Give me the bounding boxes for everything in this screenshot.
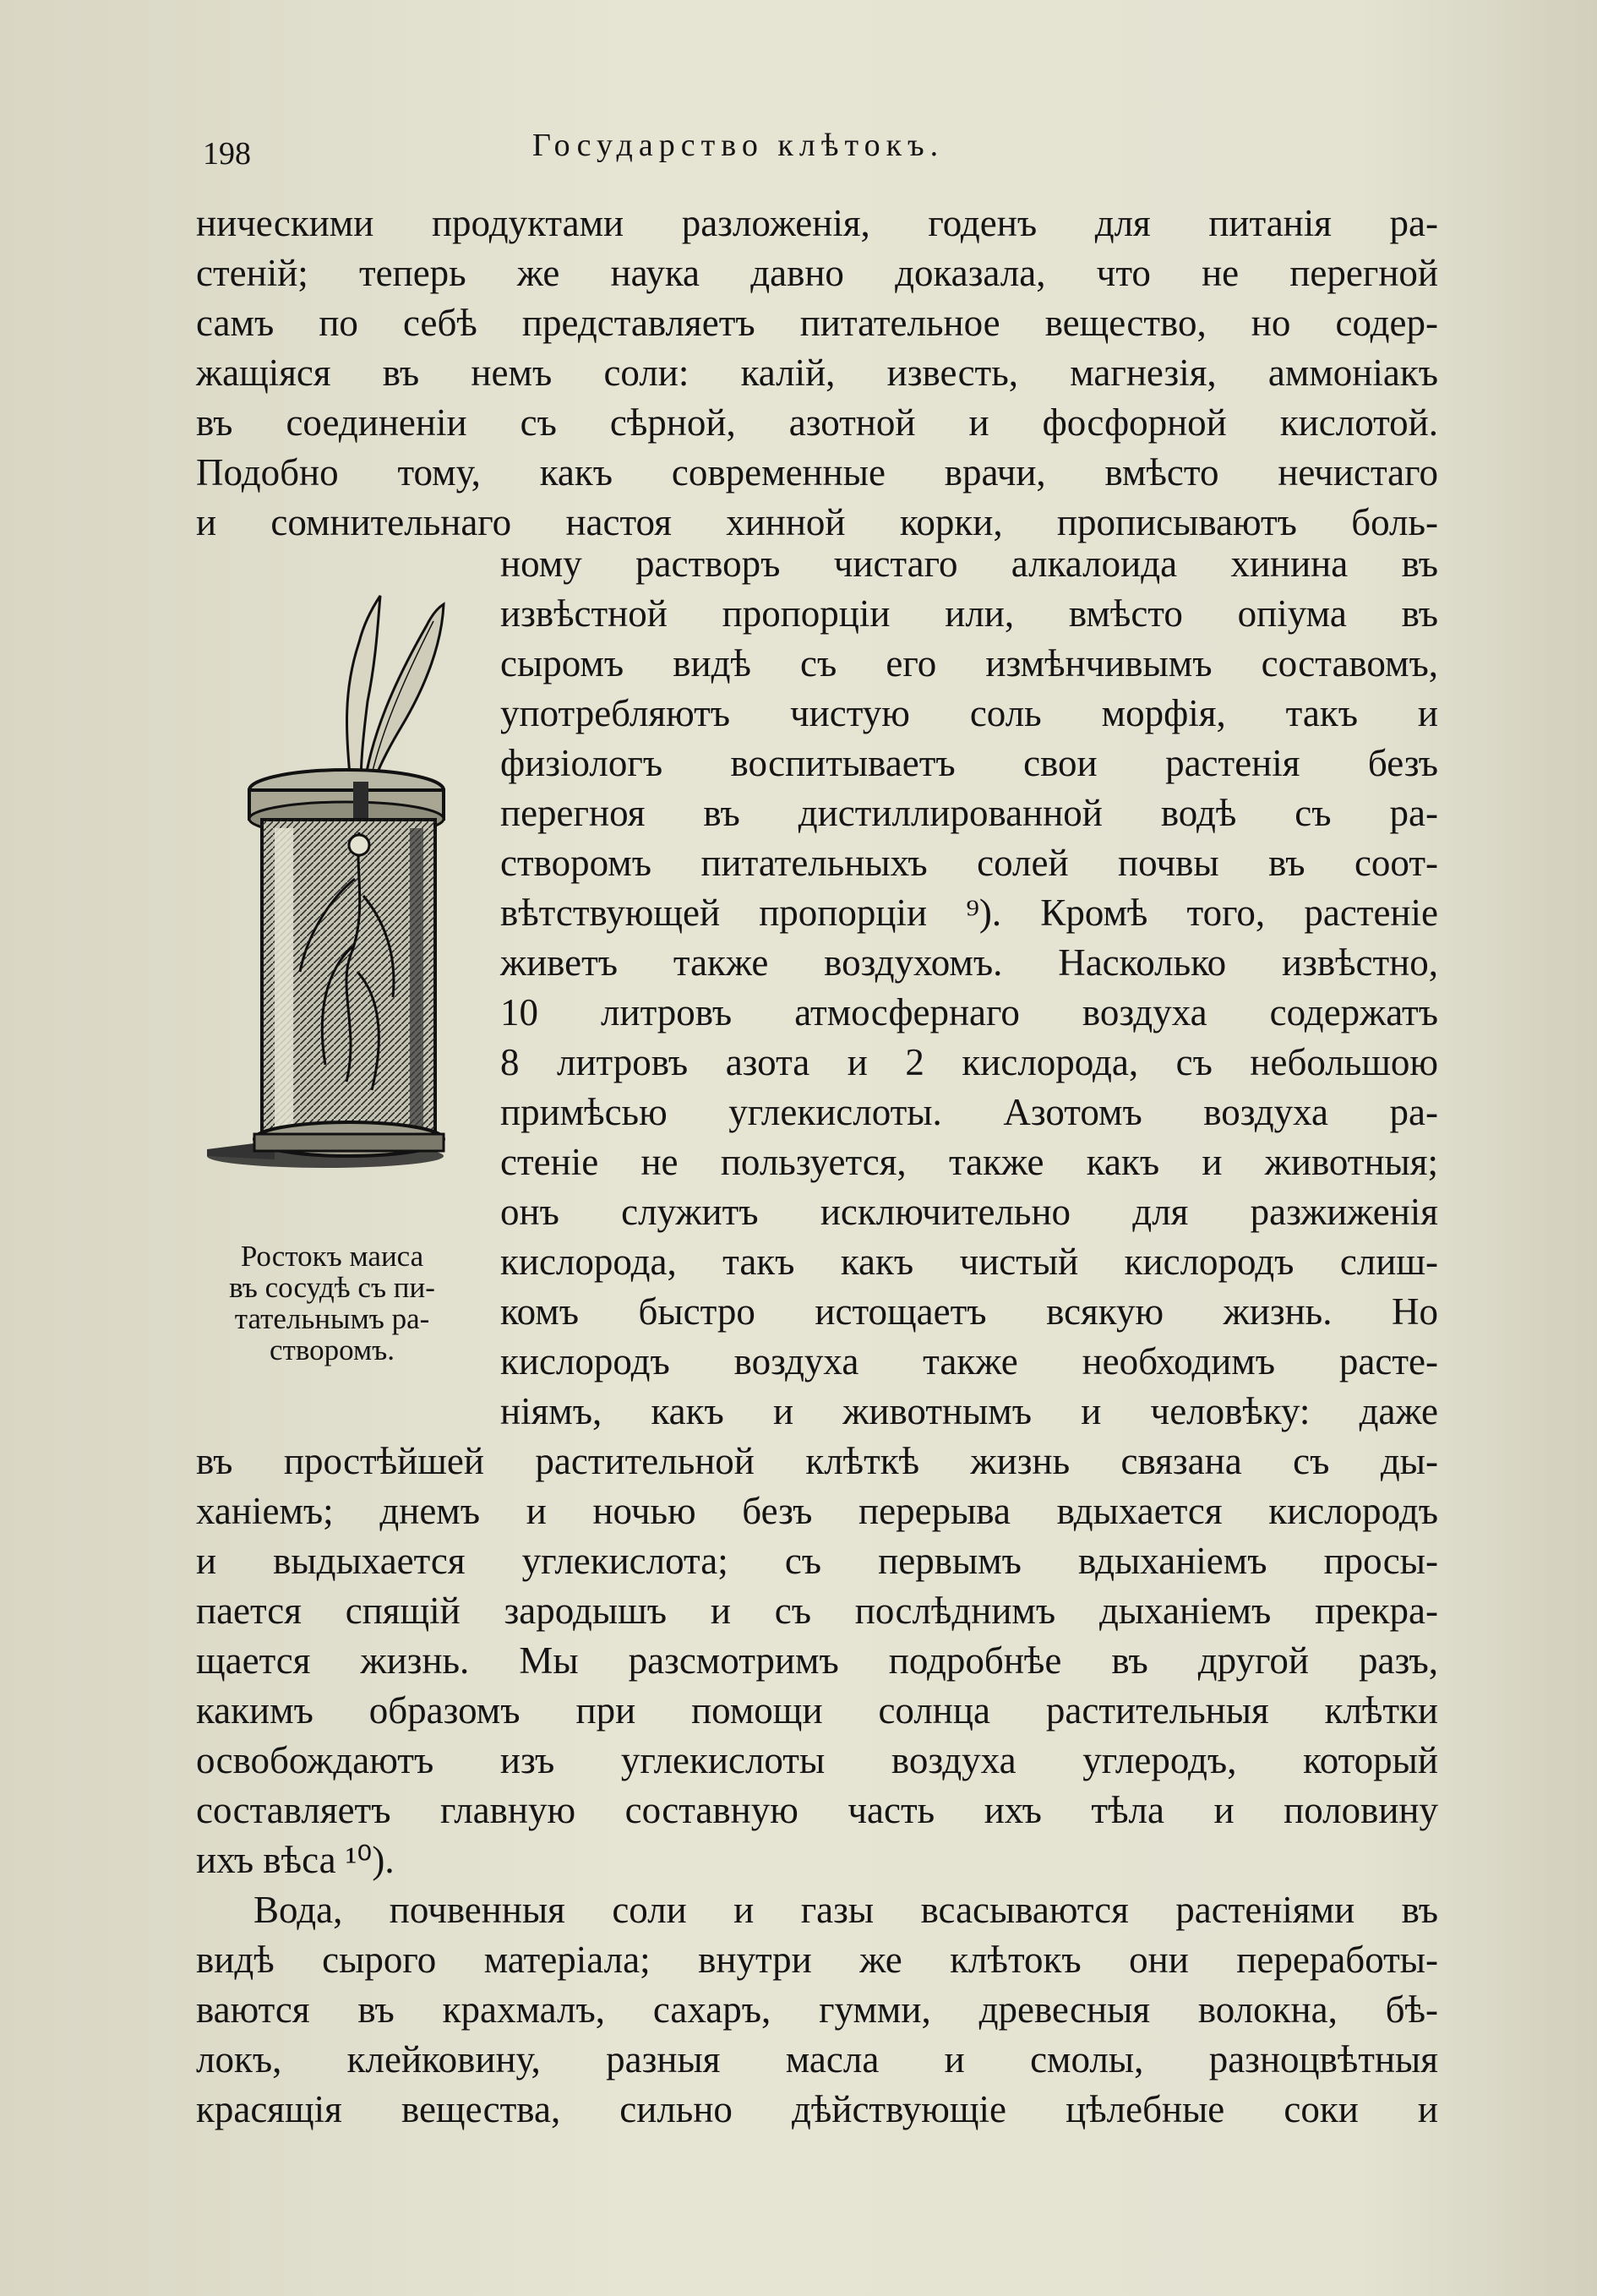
text-line: перегноя въ дистиллированной водѣ съ ра- — [500, 792, 1438, 834]
caption-line: створомъ. — [270, 1333, 395, 1366]
text-line: пается спящій зародышъ и съ послѣднимъ дыханіемъ прекра- — [196, 1590, 1438, 1632]
text-line: ніямъ, какъ и животнымъ и человѣку: даже — [500, 1390, 1438, 1432]
text-line: ваются въ крахмалъ, сахаръ, гумми, древесныя волокна, бѣ- — [196, 1988, 1438, 2031]
text-line: какимъ образомъ при помощи солнца растительныя клѣтки — [196, 1689, 1438, 1732]
caption-line: Ростокъ маиса — [240, 1240, 424, 1273]
text-line: красящія вещества, сильно дѣйствующіе цѣлебные соки и — [196, 2088, 1438, 2130]
text-line: и сомнительнаго настоя хинной корки, прописываютъ боль- — [196, 501, 1438, 543]
text-line: онъ служитъ исключительно для разжиженія — [500, 1191, 1438, 1233]
text-line: ханіемъ; днемъ и ночью безъ перерыва вдыхается кислородъ — [196, 1490, 1438, 1532]
text-line: Подобно тому, какъ современные врачи, вмѣсто нечистаго — [196, 451, 1438, 494]
text-line: жащіяся въ немъ соли: калій, известь, магнезія, аммоніакъ — [196, 352, 1438, 394]
text-line: комъ быстро истощаетъ всякую жизнь. Но — [500, 1290, 1438, 1333]
text-line: и выдыхается углекислота; съ первымъ вдыханіемъ просы- — [196, 1540, 1438, 1582]
text-line: ническими продуктами разложенія, годенъ для питанія ра- — [196, 202, 1438, 244]
text-line: живетъ также воздухомъ. Насколько извѣстно, — [500, 941, 1438, 984]
text-line: щается жизнь. Мы разсмотримъ подробнѣе въ другой разъ, — [196, 1639, 1438, 1682]
text-line: ихъ вѣса ¹⁰). — [196, 1839, 395, 1881]
text-line: ному растворъ чистаго алкалоида хинина въ — [500, 543, 1438, 585]
text-line: примѣсью углекислоты. Азотомъ воздуха ра- — [500, 1091, 1438, 1133]
text-line: стеній; теперь же наука давно доказала, что не перегной — [196, 252, 1438, 294]
text-line: створомъ питательныхъ солей почвы въ соот- — [500, 842, 1438, 884]
text-line: извѣстной пропорціи или, вмѣсто опіума въ — [500, 592, 1438, 635]
running-title: Государство клѣтокъ. — [532, 128, 945, 163]
text-line: кислородъ воздуха также необходимъ расте- — [500, 1340, 1438, 1383]
text-line: вѣтствующей пропорціи ⁹). Кромѣ того, растеніе — [500, 892, 1438, 934]
text-line: освобождаютъ изъ углекислоты воздуха углеродъ, который — [196, 1739, 1438, 1781]
text-line: 8 литровъ азота и 2 кислорода, съ небольшою — [500, 1041, 1438, 1083]
text-line: въ простѣйшей растительной клѣткѣ жизнь связана съ ды- — [196, 1440, 1438, 1482]
caption-line: въ сосудѣ съ пи- — [229, 1271, 435, 1304]
text-line: сыромъ видѣ съ его измѣнчивымъ составомъ, — [500, 642, 1438, 684]
jar-drawing — [199, 592, 469, 1225]
page-number: 198 — [203, 136, 251, 172]
text-line: стеніе не пользуется, также какъ и животныя; — [500, 1141, 1438, 1183]
maize-sprout-in-jar-illustration — [199, 592, 469, 1225]
figure-caption — [193, 1241, 471, 1366]
text-line: самъ по себѣ представляетъ питательное вещество, но содер- — [196, 302, 1438, 344]
text-line: кислорода, такъ какъ чистый кислородъ слиш- — [500, 1241, 1438, 1283]
caption-line: тательнымъ ра- — [234, 1302, 430, 1335]
text-line: локъ, клейковину, разныя масла и смолы, разноцвѣтныя — [196, 2038, 1438, 2081]
text-line: употребляютъ чистую соль морфія, такъ и — [500, 692, 1438, 734]
text-line: составляетъ главную составную часть ихъ тѣла и половину — [196, 1789, 1438, 1831]
text-line: въ соединеніи съ сѣрной, азотной и фосфорной кислотой. — [196, 401, 1438, 444]
text-line: видѣ сырого матеріала; внутри же клѣтокъ они переработы- — [196, 1939, 1438, 1981]
text-line: 10 литровъ атмосфернаго воздуха содержатъ — [500, 991, 1438, 1033]
text-line: Вода, почвенныя соли и газы всасываются растеніями въ — [253, 1889, 1438, 1931]
text-line: физіологъ воспитываетъ свои растенія безъ — [500, 742, 1438, 784]
